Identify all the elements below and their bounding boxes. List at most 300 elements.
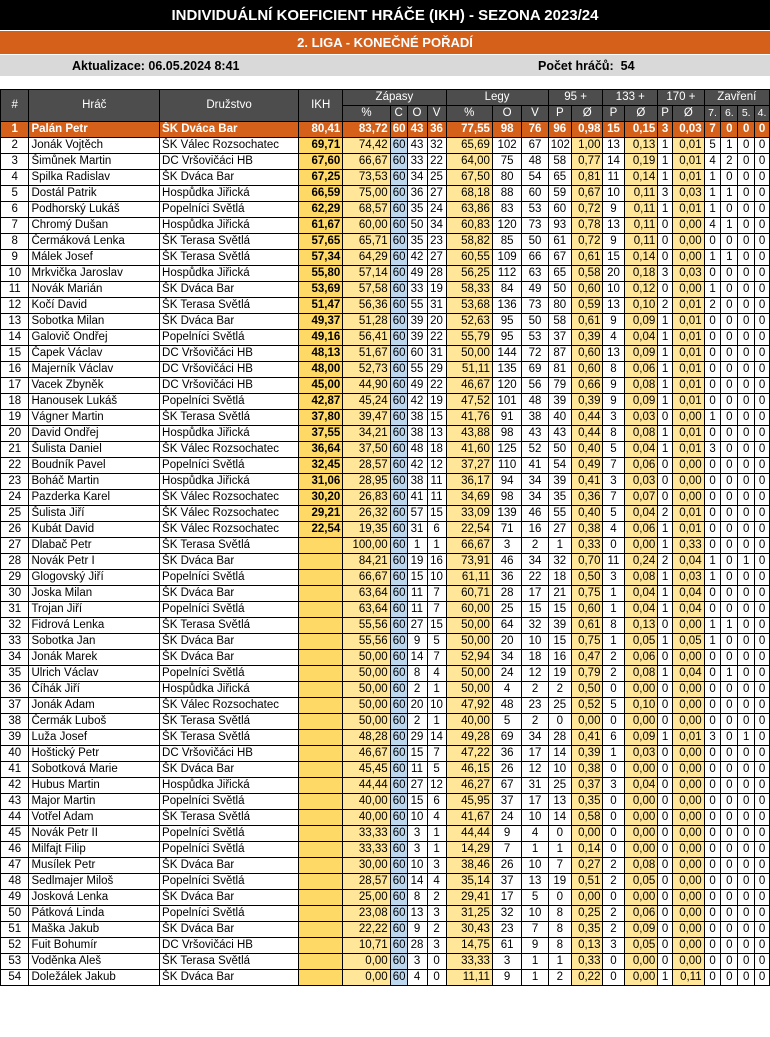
cell-legs-o: 109 — [492, 250, 521, 266]
cell-legs-o: 37 — [492, 874, 521, 890]
cell-s170-p: 0 — [658, 778, 673, 794]
cell-legs-pct: 52,94 — [446, 650, 492, 666]
cell-legs-o: 101 — [492, 394, 521, 410]
cell-player-name: Major Martin — [29, 794, 160, 810]
cell-matches-c: 60 — [390, 346, 407, 362]
cell-matches-v: 32 — [427, 138, 446, 154]
cell-player-name: Mrkvička Jaroslav — [29, 266, 160, 282]
cell-rank: 40 — [1, 746, 29, 762]
cell-rank: 48 — [1, 874, 29, 890]
cell-ikh-value: 48,00 — [299, 362, 343, 378]
cell-s95-avg: 0,25 — [571, 906, 603, 922]
cell-close-7: 0 — [704, 346, 721, 362]
table-row — [1, 442, 770, 458]
cell-matches-o: 9 — [407, 634, 427, 650]
cell-matches-c: 60 — [390, 810, 407, 826]
cell-matches-c: 60 — [390, 298, 407, 314]
cell-player-name: Sobotková Marie — [29, 762, 160, 778]
cell-close-4: 0 — [755, 298, 770, 314]
cell-close-6: 0 — [721, 586, 738, 602]
table-row — [1, 714, 770, 730]
cell-matches-pct: 33,33 — [343, 842, 390, 858]
cell-matches-c: 60 — [390, 922, 407, 938]
cell-s95-avg: 0,61 — [571, 618, 603, 634]
cell-s170-p: 1 — [658, 602, 673, 618]
cell-s95-avg: 0,60 — [571, 602, 603, 618]
cell-legs-o: 94 — [492, 474, 521, 490]
cell-legs-pct: 31,25 — [446, 906, 492, 922]
cell-legs-pct: 41,76 — [446, 410, 492, 426]
cell-s170-p: 0 — [658, 234, 673, 250]
cell-s170-avg: 0,00 — [672, 410, 704, 426]
cell-player-name: Pátková Linda — [29, 906, 160, 922]
cell-s95-p: 80 — [548, 298, 571, 314]
cell-matches-c: 60 — [390, 826, 407, 842]
cell-s95-avg: 0,77 — [571, 154, 603, 170]
cell-close-6: 0 — [721, 506, 738, 522]
header-legy-v: V — [522, 106, 548, 122]
cell-rank: 14 — [1, 330, 29, 346]
cell-close-6: 0 — [721, 266, 738, 282]
cell-legs-v: 2 — [522, 714, 548, 730]
cell-legs-pct: 50,00 — [446, 682, 492, 698]
cell-close-5: 0 — [738, 138, 755, 154]
cell-legs-v: 16 — [522, 522, 548, 538]
cell-close-4: 0 — [755, 490, 770, 506]
cell-close-7: 0 — [704, 362, 721, 378]
cell-player-name: Čapek Václav — [29, 346, 160, 362]
header-ikh: IKH — [299, 90, 343, 122]
cell-s95-avg: 0,00 — [571, 714, 603, 730]
cell-rank: 15 — [1, 346, 29, 362]
cell-s95-p: 35 — [548, 490, 571, 506]
cell-s133-avg: 0,06 — [624, 458, 658, 474]
cell-s170-avg: 0,01 — [672, 522, 704, 538]
cell-matches-o: 11 — [407, 602, 427, 618]
cell-matches-v: 1 — [427, 842, 446, 858]
cell-player-name: Podhorský Lukáš — [29, 202, 160, 218]
cell-s170-p: 0 — [658, 474, 673, 490]
cell-matches-c: 60 — [390, 890, 407, 906]
cell-s170-p: 0 — [658, 490, 673, 506]
cell-close-6: 0 — [721, 906, 738, 922]
cell-player-name: Fuit Bohumír — [29, 938, 160, 954]
cell-ikh-value — [299, 698, 343, 714]
cell-s170-p: 1 — [658, 522, 673, 538]
cell-player-name: Novák Marián — [29, 282, 160, 298]
cell-matches-o: 41 — [407, 490, 427, 506]
cell-legs-v: 15 — [522, 602, 548, 618]
cell-s133-avg: 0,04 — [624, 602, 658, 618]
cell-matches-o: 43 — [407, 122, 427, 138]
cell-close-4: 0 — [755, 474, 770, 490]
cell-s95-avg: 0,61 — [571, 250, 603, 266]
cell-close-5: 0 — [738, 890, 755, 906]
cell-team-name: Popelníci Světlá — [160, 202, 299, 218]
cell-close-7: 0 — [704, 522, 721, 538]
cell-legs-pct: 47,22 — [446, 746, 492, 762]
cell-s95-avg: 0,59 — [571, 298, 603, 314]
cell-s95-avg: 0,00 — [571, 890, 603, 906]
cell-close-5: 0 — [738, 682, 755, 698]
cell-s170-p: 1 — [658, 170, 673, 186]
cell-ikh-value — [299, 730, 343, 746]
cell-legs-pct: 46,27 — [446, 778, 492, 794]
cell-matches-v: 15 — [427, 506, 446, 522]
cell-close-7: 2 — [704, 298, 721, 314]
cell-legs-pct: 61,11 — [446, 570, 492, 586]
cell-close-7: 1 — [704, 410, 721, 426]
cell-s133-p: 3 — [603, 474, 624, 490]
cell-player-name: Čermáková Lenka — [29, 234, 160, 250]
header-zapasy: Zápasy — [343, 90, 446, 106]
cell-rank: 21 — [1, 442, 29, 458]
cell-s95-p: 87 — [548, 346, 571, 362]
cell-matches-v: 5 — [427, 634, 446, 650]
cell-close-5: 0 — [738, 474, 755, 490]
cell-matches-pct: 68,57 — [343, 202, 390, 218]
cell-s170-avg: 0,00 — [672, 474, 704, 490]
cell-ikh-value — [299, 746, 343, 762]
cell-legs-o: 9 — [492, 826, 521, 842]
cell-close-5: 0 — [738, 330, 755, 346]
cell-s133-p: 3 — [603, 778, 624, 794]
cell-legs-v: 5 — [522, 890, 548, 906]
cell-s95-p: 55 — [548, 506, 571, 522]
cell-s170-p: 1 — [658, 586, 673, 602]
cell-matches-pct: 10,71 — [343, 938, 390, 954]
cell-s170-avg: 0,03 — [672, 186, 704, 202]
cell-close-6: 1 — [721, 186, 738, 202]
table-row — [1, 154, 770, 170]
cell-matches-pct: 63,64 — [343, 586, 390, 602]
cell-matches-pct: 39,47 — [343, 410, 390, 426]
cell-close-7: 1 — [704, 554, 721, 570]
cell-close-5: 0 — [738, 298, 755, 314]
cell-s95-p: 39 — [548, 394, 571, 410]
header-num: # — [1, 90, 29, 122]
cell-matches-o: 3 — [407, 826, 427, 842]
cell-legs-v: 9 — [522, 938, 548, 954]
cell-close-7: 0 — [704, 426, 721, 442]
cell-legs-o: 95 — [492, 314, 521, 330]
cell-rank: 35 — [1, 666, 29, 682]
cell-s95-p: 16 — [548, 650, 571, 666]
cell-legs-pct: 45,95 — [446, 794, 492, 810]
cell-s95-p: 81 — [548, 362, 571, 378]
cell-s95-p: 59 — [548, 186, 571, 202]
cell-s170-p: 0 — [658, 810, 673, 826]
cell-close-7: 0 — [704, 842, 721, 858]
cell-matches-pct: 40,00 — [343, 810, 390, 826]
cell-s170-avg: 0,04 — [672, 602, 704, 618]
cell-s95-avg: 0,66 — [571, 378, 603, 394]
table-row — [1, 618, 770, 634]
cell-close-4: 0 — [755, 842, 770, 858]
cell-legs-o: 98 — [492, 490, 521, 506]
cell-close-6: 0 — [721, 298, 738, 314]
cell-team-name: Popelníci Světlá — [160, 874, 299, 890]
cell-s95-p: 13 — [548, 794, 571, 810]
cell-s95-p: 8 — [548, 938, 571, 954]
cell-s133-avg: 0,24 — [624, 554, 658, 570]
cell-close-5: 0 — [738, 458, 755, 474]
cell-close-6: 0 — [721, 490, 738, 506]
cell-s133-avg: 0,00 — [624, 954, 658, 970]
cell-s133-p: 2 — [603, 922, 624, 938]
cell-player-name: Spilka Radislav — [29, 170, 160, 186]
cell-ikh-value: 31,06 — [299, 474, 343, 490]
cell-s170-p: 1 — [658, 570, 673, 586]
cell-player-name: Málek Josef — [29, 250, 160, 266]
cell-rank: 17 — [1, 378, 29, 394]
cell-s95-p: 19 — [548, 874, 571, 890]
cell-s170-p: 0 — [658, 874, 673, 890]
cell-legs-v: 13 — [522, 874, 548, 890]
cell-close-5: 0 — [738, 362, 755, 378]
cell-s95-avg: 0,61 — [571, 314, 603, 330]
cell-close-5: 0 — [738, 506, 755, 522]
cell-matches-c: 60 — [390, 970, 407, 986]
cell-matches-pct: 34,21 — [343, 426, 390, 442]
cell-matches-pct: 51,28 — [343, 314, 390, 330]
cell-team-name: Popelníci Světlá — [160, 570, 299, 586]
cell-close-7: 0 — [704, 858, 721, 874]
table-row — [1, 794, 770, 810]
cell-player-name: Jonák Marek — [29, 650, 160, 666]
cell-s170-p: 0 — [658, 650, 673, 666]
cell-s133-p: 3 — [603, 938, 624, 954]
cell-matches-v: 7 — [427, 586, 446, 602]
cell-s170-p: 0 — [658, 826, 673, 842]
cell-player-name: Luža Josef — [29, 730, 160, 746]
cell-s95-avg: 0,38 — [571, 522, 603, 538]
cell-close-5: 0 — [738, 346, 755, 362]
cell-legs-v: 10 — [522, 858, 548, 874]
cell-rank: 30 — [1, 586, 29, 602]
cell-matches-o: 48 — [407, 442, 427, 458]
cell-ikh-value: 29,21 — [299, 506, 343, 522]
cell-s133-p: 1 — [603, 586, 624, 602]
cell-ikh-value: 22,54 — [299, 522, 343, 538]
cell-team-name: ŠK Válec Rozsochatec — [160, 490, 299, 506]
cell-close-5: 0 — [738, 954, 755, 970]
cell-ikh-value — [299, 586, 343, 602]
cell-team-name: ŠK Dváca Bar — [160, 314, 299, 330]
cell-s170-p: 1 — [658, 394, 673, 410]
cell-player-name: Milfajt Filip — [29, 842, 160, 858]
cell-rank: 39 — [1, 730, 29, 746]
info-bar — [0, 55, 770, 77]
cell-s170-avg: 0,00 — [672, 810, 704, 826]
cell-close-4: 0 — [755, 362, 770, 378]
cell-player-name: Galovič Ondřej — [29, 330, 160, 346]
cell-close-7: 0 — [704, 602, 721, 618]
cell-matches-o: 10 — [407, 858, 427, 874]
table-row — [1, 122, 770, 138]
cell-matches-v: 12 — [427, 778, 446, 794]
cell-s133-avg: 0,00 — [624, 810, 658, 826]
table-row — [1, 746, 770, 762]
cell-close-4: 0 — [755, 650, 770, 666]
cell-matches-o: 42 — [407, 394, 427, 410]
cell-team-name: ŠK Válec Rozsochatec — [160, 698, 299, 714]
cell-s133-avg: 0,00 — [624, 826, 658, 842]
cell-close-6: 0 — [721, 858, 738, 874]
cell-close-7: 0 — [704, 506, 721, 522]
cell-matches-v: 34 — [427, 218, 446, 234]
cell-s95-avg: 0,60 — [571, 346, 603, 362]
cell-legs-pct: 51,11 — [446, 362, 492, 378]
cell-matches-c: 60 — [390, 842, 407, 858]
cell-matches-c: 60 — [390, 122, 407, 138]
cell-legs-o: 95 — [492, 330, 521, 346]
cell-ikh-value: 42,87 — [299, 394, 343, 410]
cell-matches-v: 29 — [427, 362, 446, 378]
cell-matches-pct: 48,28 — [343, 730, 390, 746]
cell-s170-p: 1 — [658, 970, 673, 986]
table-row — [1, 346, 770, 362]
cell-matches-pct: 57,58 — [343, 282, 390, 298]
cell-s170-p: 1 — [658, 202, 673, 218]
cell-matches-o: 1 — [407, 538, 427, 554]
cell-ikh-value — [299, 762, 343, 778]
cell-ikh-value — [299, 714, 343, 730]
cell-team-name: ŠK Dváca Bar — [160, 170, 299, 186]
cell-s133-avg: 0,19 — [624, 154, 658, 170]
cell-close-5: 0 — [738, 762, 755, 778]
cell-ikh-value — [299, 970, 343, 986]
table-row — [1, 570, 770, 586]
cell-s95-p: 65 — [548, 266, 571, 282]
cell-rank: 5 — [1, 186, 29, 202]
cell-close-5: 0 — [738, 522, 755, 538]
cell-s133-p: 1 — [603, 602, 624, 618]
cell-legs-v: 76 — [522, 122, 548, 138]
table-row — [1, 890, 770, 906]
cell-s95-avg: 0,41 — [571, 474, 603, 490]
cell-s95-p: 37 — [548, 330, 571, 346]
cell-close-6: 0 — [721, 554, 738, 570]
cell-legs-pct: 36,17 — [446, 474, 492, 490]
cell-s95-avg: 0,39 — [571, 394, 603, 410]
cell-close-5: 0 — [738, 906, 755, 922]
cell-close-7: 0 — [704, 474, 721, 490]
cell-ikh-value — [299, 538, 343, 554]
cell-player-name: Vágner Martin — [29, 410, 160, 426]
cell-close-4: 0 — [755, 250, 770, 266]
cell-close-6: 0 — [721, 746, 738, 762]
cell-s95-p: 61 — [548, 234, 571, 250]
cell-legs-o: 69 — [492, 730, 521, 746]
cell-team-name: Popelníci Světlá — [160, 842, 299, 858]
cell-close-5: 0 — [738, 154, 755, 170]
cell-matches-o: 3 — [407, 954, 427, 970]
cell-player-name: Joska Milan — [29, 586, 160, 602]
cell-s170-p: 2 — [658, 506, 673, 522]
cell-rank: 13 — [1, 314, 29, 330]
cell-legs-pct: 40,00 — [446, 714, 492, 730]
cell-s170-p: 2 — [658, 554, 673, 570]
cell-legs-v: 31 — [522, 778, 548, 794]
cell-matches-c: 60 — [390, 538, 407, 554]
header-170-p: P — [658, 106, 673, 122]
cell-rank: 9 — [1, 250, 29, 266]
cell-ikh-value — [299, 874, 343, 890]
table-row — [1, 554, 770, 570]
cell-matches-pct: 52,73 — [343, 362, 390, 378]
cell-matches-v: 0 — [427, 970, 446, 986]
table-row — [1, 234, 770, 250]
cell-matches-o: 34 — [407, 170, 427, 186]
cell-close-5: 0 — [738, 570, 755, 586]
cell-player-name: Čermák Luboš — [29, 714, 160, 730]
cell-matches-pct: 23,08 — [343, 906, 390, 922]
cell-s170-avg: 0,00 — [672, 890, 704, 906]
cell-close-4: 0 — [755, 778, 770, 794]
cell-legs-v: 1 — [522, 954, 548, 970]
cell-s170-p: 0 — [658, 410, 673, 426]
cell-close-6: 0 — [721, 842, 738, 858]
cell-team-name: Hospůdka Jiřická — [160, 266, 299, 282]
cell-matches-c: 60 — [390, 634, 407, 650]
cell-s133-avg: 0,05 — [624, 874, 658, 890]
cell-team-name: ŠK Válec Rozsochatec — [160, 506, 299, 522]
cell-rank: 12 — [1, 298, 29, 314]
table-row — [1, 170, 770, 186]
cell-matches-v: 22 — [427, 330, 446, 346]
cell-s133-p: 13 — [603, 346, 624, 362]
cell-legs-o: 136 — [492, 298, 521, 314]
cell-legs-pct: 56,25 — [446, 266, 492, 282]
cell-s170-p: 0 — [658, 698, 673, 714]
cell-s95-avg: 0,44 — [571, 426, 603, 442]
cell-matches-c: 60 — [390, 266, 407, 282]
cell-legs-v: 17 — [522, 746, 548, 762]
cell-player-name: Šulista Jiří — [29, 506, 160, 522]
cell-matches-o: 2 — [407, 714, 427, 730]
cell-team-name: ŠK Dváca Bar — [160, 554, 299, 570]
cell-matches-o: 10 — [407, 810, 427, 826]
cell-close-4: 0 — [755, 186, 770, 202]
cell-s133-p: 7 — [603, 490, 624, 506]
cell-legs-o: 32 — [492, 906, 521, 922]
cell-close-7: 0 — [704, 778, 721, 794]
cell-legs-o: 7 — [492, 842, 521, 858]
cell-legs-o: 28 — [492, 586, 521, 602]
cell-close-4: 0 — [755, 154, 770, 170]
cell-s133-avg: 0,09 — [624, 922, 658, 938]
cell-legs-pct: 41,67 — [446, 810, 492, 826]
cell-close-7: 3 — [704, 730, 721, 746]
cell-legs-pct: 63,86 — [446, 202, 492, 218]
cell-player-name: Hubus Martin — [29, 778, 160, 794]
cell-s170-avg: 0,01 — [672, 442, 704, 458]
cell-legs-o: 46 — [492, 554, 521, 570]
cell-rank: 43 — [1, 794, 29, 810]
table-row — [1, 394, 770, 410]
cell-rank: 7 — [1, 218, 29, 234]
cell-matches-o: 13 — [407, 906, 427, 922]
cell-close-7: 1 — [704, 170, 721, 186]
cell-matches-pct: 30,00 — [343, 858, 390, 874]
cell-s133-avg: 0,04 — [624, 586, 658, 602]
cell-close-4: 0 — [755, 330, 770, 346]
cell-s95-avg: 0,38 — [571, 762, 603, 778]
cell-s170-avg: 0,00 — [672, 746, 704, 762]
cell-matches-v: 6 — [427, 522, 446, 538]
cell-s95-avg: 0,27 — [571, 858, 603, 874]
